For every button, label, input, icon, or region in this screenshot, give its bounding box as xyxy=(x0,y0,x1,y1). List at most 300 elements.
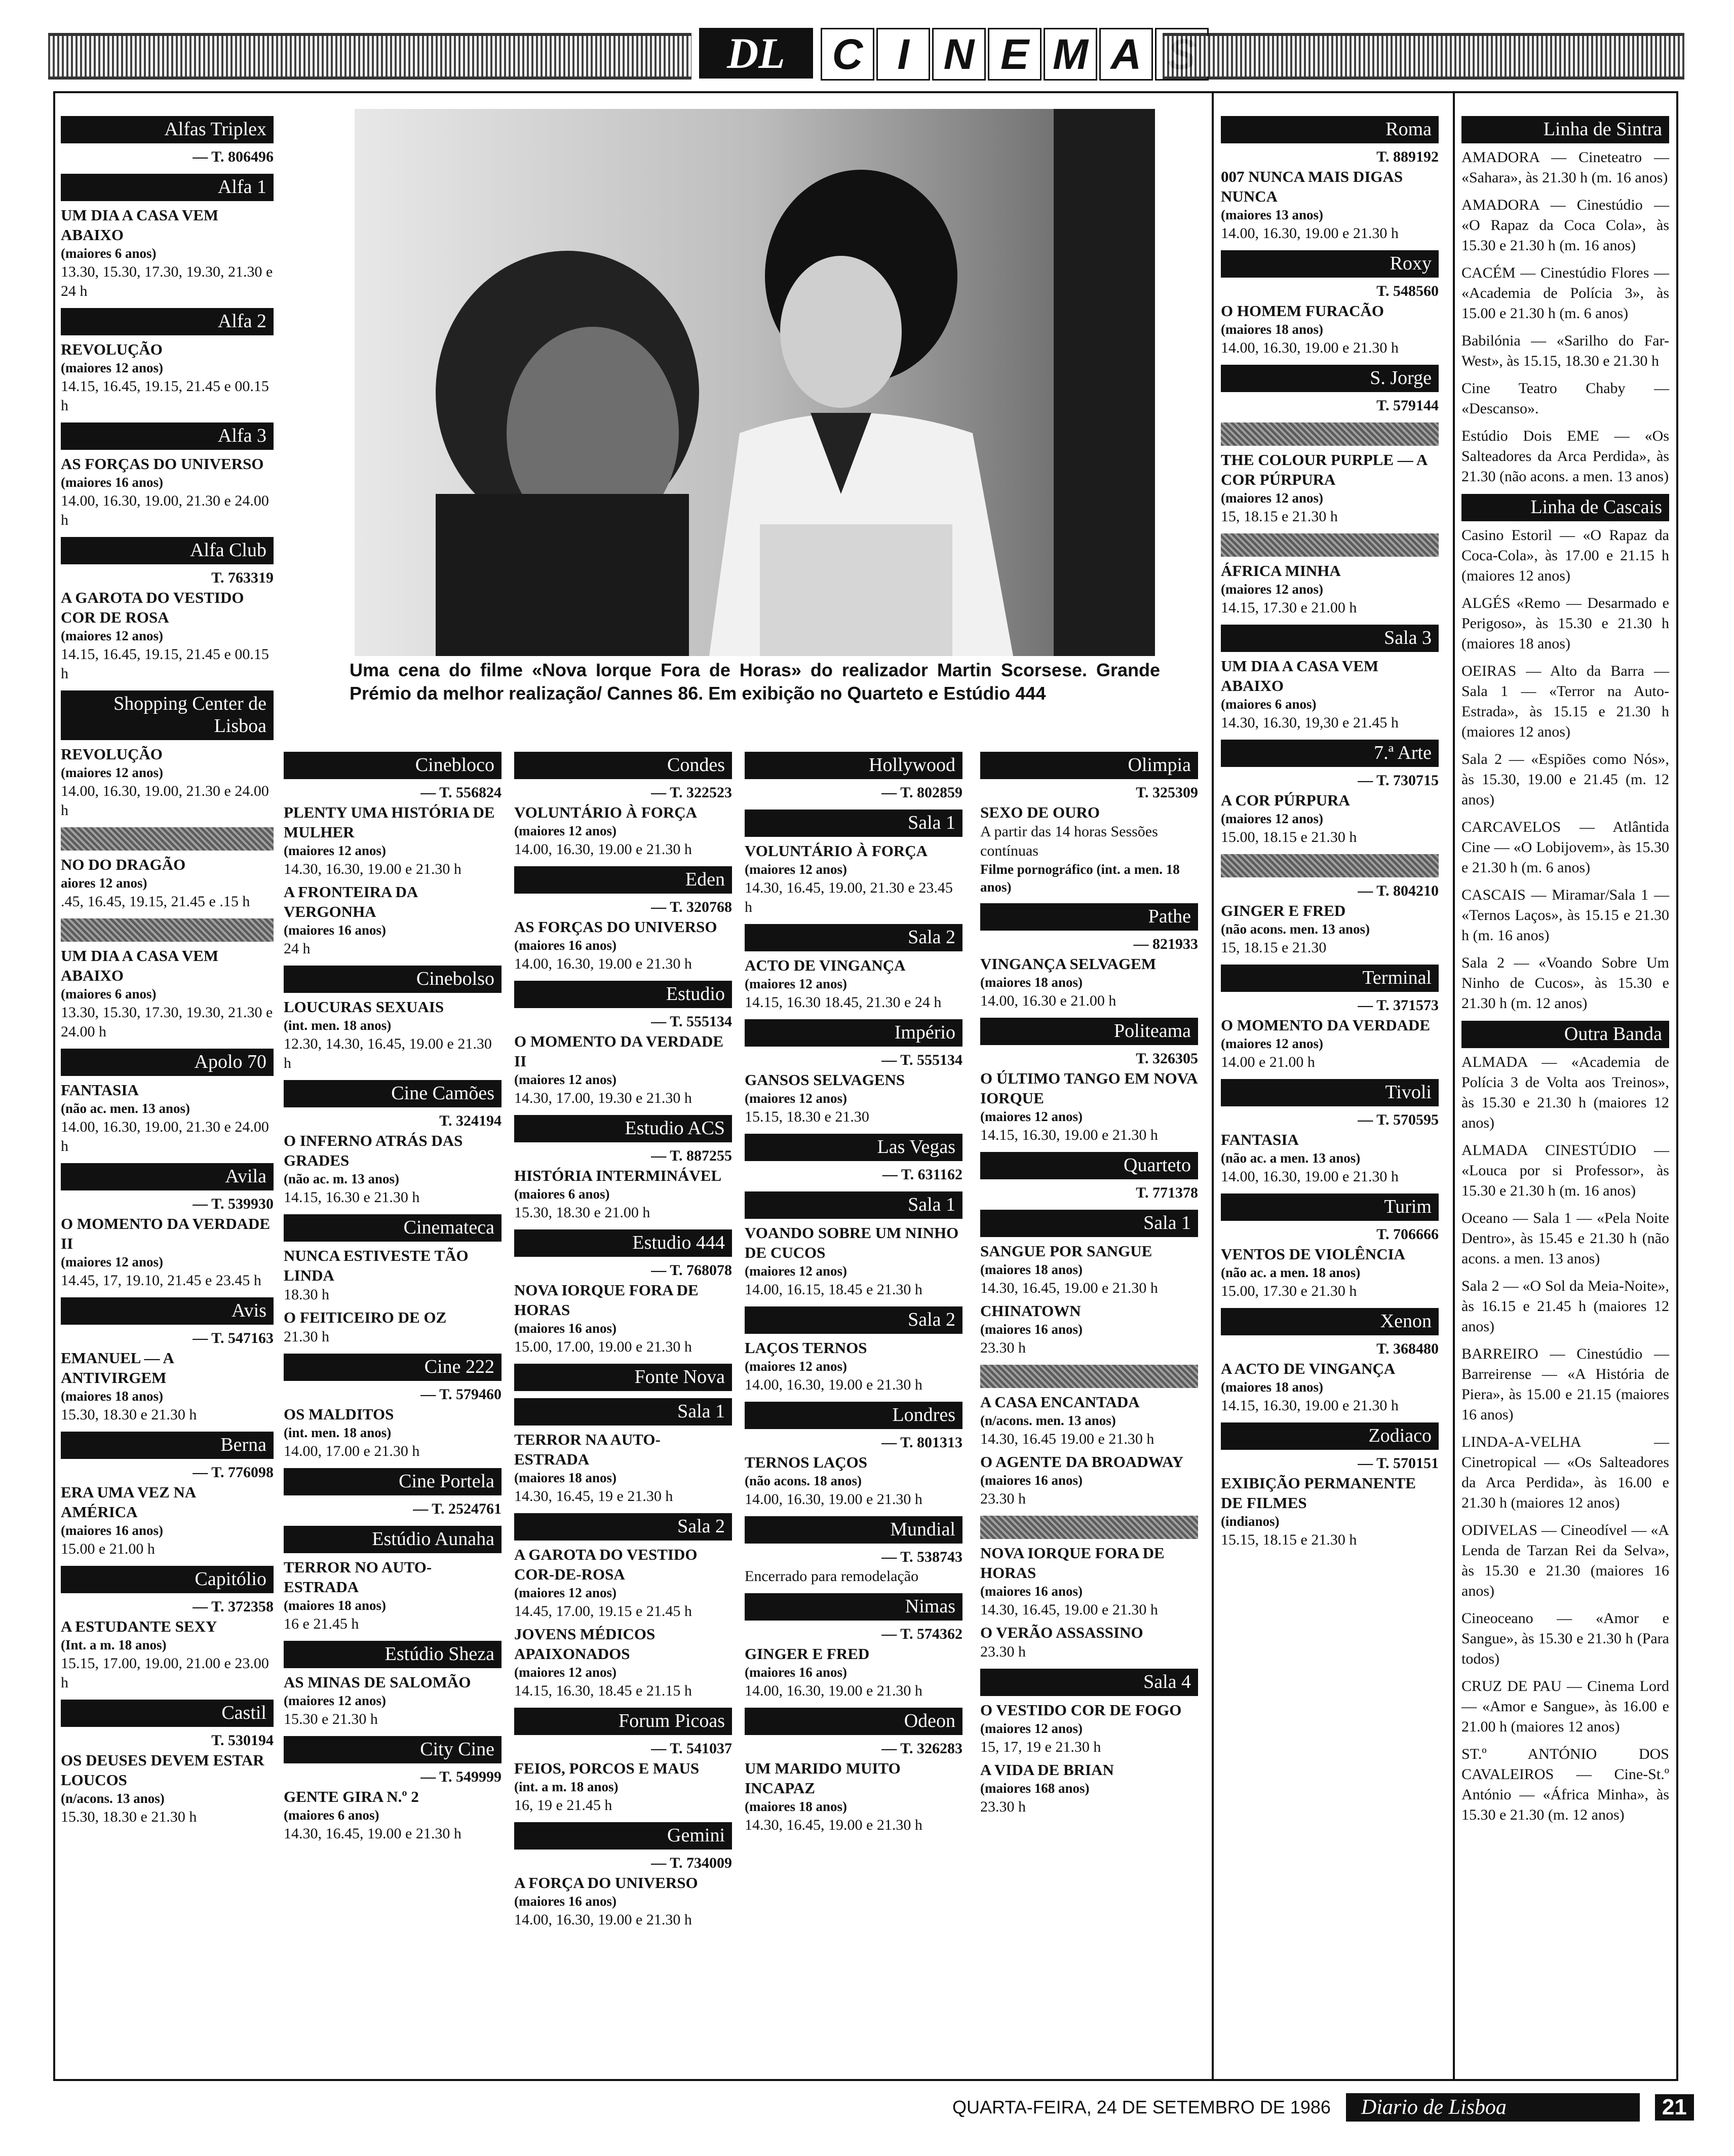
age-rating: (não ac. a men. 13 anos) xyxy=(1221,1150,1361,1166)
cinema-entry xyxy=(1461,749,1669,810)
film-title: GINGER E FRED xyxy=(1221,902,1346,919)
cinema-name-bar: Sala 2 xyxy=(514,1513,732,1541)
cinema-entry xyxy=(745,1134,962,1184)
age-rating: (não acons. 18 anos) xyxy=(745,1473,862,1488)
age-rating: (indianos) xyxy=(1221,1514,1280,1529)
age-rating: (maiores 18 anos) xyxy=(1221,1379,1323,1395)
listing-text: Babilónia — «Sarilho do Far-West», às 15.15, 18.30 e 21.30 h xyxy=(1461,332,1669,369)
cinema-entry xyxy=(1461,1608,1669,1669)
listing-text: ALGÉS «Remo — Desarmado e Perigoso», às 15.30 e 21.30 h (maiores 18 anos) xyxy=(1461,595,1669,652)
column-divider xyxy=(1212,91,1214,2079)
showtimes: 15.00 e 21.00 h xyxy=(61,1541,155,1557)
film-title: FANTASIA xyxy=(1221,1131,1299,1148)
film-title: SEXO DE OURO xyxy=(980,803,1100,821)
film-title: VENTOS DE VIOLÊNCIA xyxy=(1221,1245,1406,1263)
cinema-entry xyxy=(284,752,502,879)
cinema-name-bar: Eden xyxy=(514,866,732,894)
listing-text: Cineoceano — «Amor e Sangue», às 15.30 e 21.30 h (Para todos) xyxy=(1461,1610,1669,1667)
showtimes: 23.30 h xyxy=(980,1798,1026,1815)
film-title: NO DO DRAGÃO xyxy=(61,856,186,873)
cinema-entry xyxy=(980,1516,1198,1620)
cinema-entry xyxy=(284,1526,502,1634)
cinema-name-bar: Cinebloco xyxy=(284,752,502,779)
age-rating: (maiores 168 anos) xyxy=(980,1781,1090,1796)
showtimes: 14.00, 16.30, 19.00 e 21.30 h xyxy=(745,1682,922,1699)
listing-text: Casino Estoril — «O Rapaz da Coca-Cola», às 17.00 e 21.15 h (maiores 12 anos) xyxy=(1461,527,1669,584)
phone-number: — T. 538743 xyxy=(881,1549,962,1565)
listing-text: ALMADA — «Academia de Polícia 3 de Volta aos Treinos», às 15.30 e 21.30 h (maiores 12 anos) xyxy=(1461,1054,1669,1131)
cinema-name-bar: Sala 4 xyxy=(980,1669,1198,1696)
cinema-name-bar: Outra Banda xyxy=(1461,1021,1669,1048)
film-title: ERA UMA VEZ NA AMÉRICA xyxy=(61,1483,196,1521)
age-rating: (maiores 12 anos) xyxy=(61,765,163,780)
film-title: ACTO DE VINGANÇA xyxy=(745,956,906,974)
title-letter: N xyxy=(932,28,986,81)
film-title: TERROR NA AUTO-ESTRADA xyxy=(514,1431,661,1468)
showtimes: 21.30 h xyxy=(284,1328,329,1345)
film-title: A ACTO DE VINGANÇA xyxy=(1221,1360,1396,1377)
phone-number: — T. 730715 xyxy=(1358,772,1439,789)
cinema-name-bar: Sala 3 xyxy=(1221,625,1439,652)
showtimes: 15.30 e 21.30 h xyxy=(284,1711,378,1727)
cinema-entry xyxy=(61,1432,274,1559)
showtimes: 14.00, 16.30, 19.00 e 21.30 h xyxy=(1221,339,1399,356)
age-rating: (não ac. a men. 18 anos) xyxy=(1221,1265,1361,1280)
showtimes: 14.00, 16.30, 19.00 e 21.30 h xyxy=(514,955,692,972)
showtimes: 14.00, 16.30, 19.00, 21.30 e 24.00 h xyxy=(61,783,269,819)
age-rating: (maiores 16 anos) xyxy=(284,922,386,938)
listing-text: Cine Teatro Chaby — «Descanso». xyxy=(1461,380,1669,417)
listing-text: CRUZ DE PAU — Cinema Lord — «Amor e Sangue», às 16.00 e 21.00 h (maiores 12 anos) xyxy=(1461,1678,1669,1735)
phone-number: T. 368480 xyxy=(1376,1340,1439,1357)
cinema-entry xyxy=(61,1566,274,1692)
showtimes: 14.00, 16.15, 18.45 e 21.30 h xyxy=(745,1281,922,1298)
showtimes: 15.00, 18.15 e 21.30 h xyxy=(1221,829,1357,845)
cinema-entry xyxy=(745,924,962,1012)
phone-number: — T. 547163 xyxy=(192,1330,274,1346)
age-rating: (maiores 13 anos) xyxy=(1221,207,1323,222)
showtimes: 14.00, 16.30, 19.00 e 21.30 h xyxy=(1221,225,1399,242)
film-title: O HOMEM FURACÃO xyxy=(1221,302,1384,320)
age-rating: (não acons. men. 13 anos) xyxy=(1221,921,1370,937)
listing-text: Estúdio Dois EME — «Os Salteadores da Arca Perdida», às 21.30 (não acons. a men. 13 anos) xyxy=(1461,428,1669,485)
page-number: 21 xyxy=(1655,2094,1694,2121)
age-rating: (maiores 12 anos) xyxy=(1221,811,1323,826)
cinema-name-bar: Londres xyxy=(745,1402,962,1429)
cinema-name-bar: Cinebolso xyxy=(284,966,502,993)
phone-number: — T. 372358 xyxy=(192,1598,274,1615)
film-title: A FRONTEIRA DA VERGONHA xyxy=(284,883,417,920)
film-title: GANSOS SELVAGENS xyxy=(745,1071,905,1089)
cinema-name-bar: Fonte Nova xyxy=(514,1364,732,1391)
title-letter: E xyxy=(988,28,1042,81)
cinema-entry xyxy=(284,1468,502,1519)
showtimes: 14.15, 17.30 e 21.00 h xyxy=(1221,599,1357,616)
column-4 xyxy=(745,745,962,1838)
film-title: A GAROTA DO VESTIDO COR DE ROSA xyxy=(61,589,244,626)
cinema-entry xyxy=(61,1163,274,1290)
cinema-entry xyxy=(61,1049,274,1156)
age-rating: (maiores 12 anos) xyxy=(1221,490,1323,506)
cinema-name-bar: Gemini xyxy=(514,1822,732,1850)
title-letter: I xyxy=(876,28,930,81)
cinema-name-bar: Alfa 3 xyxy=(61,422,274,450)
age-rating: (maiores 12 anos) xyxy=(1221,1036,1323,1051)
film-title: VOLUNTÁRIO À FORÇA xyxy=(514,803,698,821)
cinema-entry xyxy=(61,308,274,415)
film-title: LOUCURAS SEXUAIS xyxy=(284,998,444,1016)
showtimes: 15, 17, 19 e 21.30 h xyxy=(980,1739,1101,1755)
cinema-entry xyxy=(980,752,1198,896)
showtimes: 15.30, 18.30 e 21.00 h xyxy=(514,1204,650,1221)
film-title: AS MINAS DE SALOMÃO xyxy=(284,1673,471,1691)
cinema-name-bar: Sala 2 xyxy=(745,924,962,951)
cinema-entry xyxy=(1461,885,1669,946)
cinema-name-bar: Roxy xyxy=(1221,250,1439,278)
phone-number: — T. 539930 xyxy=(192,1196,274,1212)
cinema-entry xyxy=(1221,1194,1439,1301)
cinema-entry xyxy=(1461,1344,1669,1425)
film-title: O AGENTE DA BROADWAY xyxy=(980,1453,1184,1471)
dl-logo: DL xyxy=(699,28,813,79)
cinema-entry xyxy=(1461,331,1669,371)
age-rating: (maiores 6 anos) xyxy=(1221,697,1317,712)
cinema-entry xyxy=(284,1641,502,1729)
cinema-entry xyxy=(1221,533,1439,618)
film-title: O MOMENTO DA VERDADE II xyxy=(61,1215,271,1252)
cinema-name-bar: Politeama xyxy=(980,1018,1198,1045)
film-title: A CASA ENCANTADA xyxy=(980,1393,1140,1411)
cinema-entry xyxy=(1461,116,1669,143)
listing-text: CACÉM — Cinestúdio Flores — «Academia de Polícia 3», às 15.00 e 21.30 h (m. 6 anos) xyxy=(1461,264,1669,322)
cinema-entry xyxy=(980,1152,1198,1203)
showtimes: 14.30, 17.00, 19.30 e 21.30 h xyxy=(514,1090,692,1106)
showtimes: 14.45, 17, 19.10, 21.45 e 23.45 h xyxy=(61,1272,261,1289)
cinema-entry xyxy=(745,1402,962,1509)
title-letter: C xyxy=(821,28,874,81)
film-title: NOVA IORQUE FORA DE HORAS xyxy=(980,1544,1165,1582)
cinema-entry xyxy=(745,1708,962,1835)
showtimes: 23.30 h xyxy=(980,1339,1026,1356)
listing-text: Oceano — Sala 1 — «Pela Noite Dentro», às 15.45 e 21.30 h (não acons. a men. 13 anos) xyxy=(1461,1210,1669,1267)
cinema-name-bar: Estudio xyxy=(514,981,732,1008)
phone-number: T. 530194 xyxy=(211,1732,274,1749)
cinema-name-bar: Las Vegas xyxy=(745,1134,962,1161)
film-title: FEIOS, PORCOS E MAUS xyxy=(514,1759,700,1777)
age-rating: (int. men. 18 anos) xyxy=(284,1425,392,1440)
cinema-entry xyxy=(61,690,274,820)
showtimes: 14.00, 16.30, 19.00 e 21.30 h xyxy=(514,1911,692,1928)
showtimes: 16 e 21.45 h xyxy=(284,1615,359,1632)
phone-number: — T. 801313 xyxy=(881,1434,962,1451)
showtimes: 23.30 h xyxy=(980,1490,1026,1507)
showtimes: 14.15, 16.30 e 21.30 h xyxy=(284,1189,420,1206)
cinema-entry xyxy=(284,1354,502,1461)
session-info: A partir das 14 horas Sessões contínuas xyxy=(980,823,1158,859)
listing-text: ALMADA CINESTÚDIO — «Louca por si Professor», às 15.30 e 21.30 h (m. 16 anos) xyxy=(1461,1142,1669,1199)
showtimes: 14.45, 17.00, 19.15 e 21.45 h xyxy=(514,1603,692,1620)
showtimes: 14.30, 16.30, 19.00 e 21.30 h xyxy=(284,861,461,877)
showtimes: 14.15, 16.30, 19.00 e 21.30 h xyxy=(1221,1397,1399,1414)
age-rating: (maiores 18 anos) xyxy=(980,975,1083,990)
cinema-entry xyxy=(1221,1308,1439,1415)
showtimes: 13.30, 15.30, 17.30, 19.30, 21.30 e 24.00 h xyxy=(61,1004,273,1040)
cinema-name-bar: Turim xyxy=(1221,1194,1439,1221)
film-title: REVOLUÇÃO xyxy=(61,745,163,763)
cinema-entry xyxy=(514,981,732,1108)
film-title: A FORÇA DO UNIVERSO xyxy=(514,1874,698,1892)
phone-number: — T. 320768 xyxy=(651,899,732,915)
cinema-name-bar: Alfa 1 xyxy=(61,174,274,201)
cinema-entry xyxy=(745,1516,962,1586)
cinema-entry xyxy=(1461,1744,1669,1825)
faded-cinema-bar xyxy=(980,1365,1198,1388)
film-title: O VERÃO ASSASSINO xyxy=(980,1624,1143,1641)
age-rating: (maiores 16 anos) xyxy=(980,1473,1083,1488)
age-rating: (maiores 12 anos) xyxy=(980,1109,1083,1124)
showtimes: 14.30, 16.45, 19.00 e 21.30 h xyxy=(745,1817,922,1833)
cinema-entry xyxy=(1461,1276,1669,1337)
column-5 xyxy=(980,745,1198,1820)
cinema-entry xyxy=(745,1191,962,1299)
phone-number: T. 763319 xyxy=(211,569,274,586)
cinema-name-bar: Estúdio Aunaha xyxy=(284,1526,502,1553)
age-rating: (maiores 18 anos) xyxy=(514,1470,616,1485)
newspaper-masthead: Diario de Lisboa xyxy=(1346,2093,1640,2122)
cinema-entry xyxy=(284,966,502,1073)
film-title: NUNCA ESTIVESTE TÃO LINDA xyxy=(284,1247,469,1284)
phone-number: — T. 631162 xyxy=(882,1166,962,1183)
cinema-name-bar: Cine Camões xyxy=(284,1080,502,1107)
film-title: TERNOS LAÇOS xyxy=(745,1453,868,1471)
age-rating: (maiores 6 anos) xyxy=(514,1186,610,1202)
age-rating: (maiores 18 anos) xyxy=(980,1262,1083,1277)
listing-text: Sala 2 — «Voando Sobre Um Ninho de Cucos», às 15.30 e 21.30 h (m. 12 anos) xyxy=(1461,954,1669,1012)
cinema-entry xyxy=(1461,1520,1669,1601)
column-2 xyxy=(284,745,502,1846)
film-title: OS DEUSES DEVEM ESTAR LOUCOS xyxy=(61,1751,264,1789)
cinema-entry xyxy=(980,903,1198,1011)
age-rating: (não ac. men. 13 anos) xyxy=(61,1101,190,1116)
cinema-name-bar: Cine 222 xyxy=(284,1354,502,1381)
cinema-entry xyxy=(1221,965,1439,1072)
cinema-name-bar: Pathe xyxy=(980,903,1198,931)
age-rating: (maiores 12 anos) xyxy=(745,1091,847,1106)
cinema-name-bar: Castil xyxy=(61,1700,274,1727)
age-rating: (maiores 18 anos) xyxy=(1221,322,1323,337)
cinema-entry xyxy=(1221,625,1439,733)
showtimes: 15.15, 18.30 e 21.30 xyxy=(745,1108,869,1125)
age-rating: (maiores 12 anos) xyxy=(745,862,847,877)
film-title: O MOMENTO DA VERDADE xyxy=(1221,1016,1431,1034)
showtimes: .45, 16.45, 19.15, 21.45 e .15 h xyxy=(61,893,250,910)
film-title: AS FORÇAS DO UNIVERSO xyxy=(61,455,264,473)
listing-text: Sala 2 — «O Sol da Meia-Noite», às 16.15 e 21.45 h (maiores 12 anos) xyxy=(1461,1278,1669,1335)
age-rating: (maiores 12 anos) xyxy=(61,1254,163,1269)
column-3 xyxy=(514,745,732,1933)
cinema-entry xyxy=(745,1019,962,1127)
cinema-entry xyxy=(1461,1208,1669,1269)
age-rating: (maiores 12 anos) xyxy=(745,1263,847,1279)
phone-number: — T. 579460 xyxy=(420,1386,502,1403)
cinema-entry xyxy=(980,1365,1198,1449)
phone-number: — T. 806496 xyxy=(192,148,274,165)
age-rating: aiores 12 anos) xyxy=(61,875,147,891)
showtimes: 14.30, 16.45 19.00 e 21.30 h xyxy=(980,1431,1154,1447)
film-title: OS MALDITOS xyxy=(284,1405,394,1423)
cinema-entry xyxy=(61,1297,274,1424)
photo-illustration xyxy=(355,109,1155,656)
cinema-entry xyxy=(1461,525,1669,586)
cinema-name-bar: Terminal xyxy=(1221,965,1439,992)
showtimes: 14.00, 16.30 e 21.00 h xyxy=(980,992,1116,1009)
age-rating: (int. a m. 18 anos) xyxy=(514,1779,619,1794)
phone-number: — T. 734009 xyxy=(651,1855,732,1871)
showtimes: 14.30, 16.45, 19.00 e 21.30 h xyxy=(980,1280,1158,1296)
cinema-entry xyxy=(1221,365,1439,415)
film-title: GINGER E FRED xyxy=(745,1645,870,1663)
cinema-name-bar: Estudio ACS xyxy=(514,1115,732,1142)
cinema-entry xyxy=(61,174,274,301)
showtimes: 14.00, 16.30, 19.00, 21.30 e 24.00 h xyxy=(61,1119,269,1154)
film-title: LAÇOS TERNOS xyxy=(745,1339,867,1357)
film-title: VOLUNTÁRIO À FORÇA xyxy=(745,842,928,860)
cinema-entry xyxy=(1461,1676,1669,1737)
showtimes: 18.30 h xyxy=(284,1286,329,1303)
header-pattern-left xyxy=(48,33,691,80)
showtimes: 14.00, 16.30, 19.00 e 21.30 h xyxy=(514,841,692,858)
showtimes: 14.00, 16.30, 19.00 e 21.30 h xyxy=(1221,1168,1399,1185)
section-header xyxy=(48,28,1684,79)
film-title: O FEITICEIRO DE OZ xyxy=(284,1308,447,1326)
film-title: VOANDO SOBRE UM NINHO DE CUCOS xyxy=(745,1224,959,1261)
showtimes: 14.30, 16.45, 19.00 e 21.30 h xyxy=(284,1825,461,1842)
age-rating: (maiores 12 anos) xyxy=(284,1693,386,1708)
faded-cinema-bar xyxy=(980,1516,1198,1539)
cinema-name-bar: Estudio 444 xyxy=(514,1229,732,1257)
page-footer xyxy=(952,2092,1694,2123)
cinema-name-bar: City Cine xyxy=(284,1736,502,1763)
cinema-entry xyxy=(1461,494,1669,521)
cinema-name-bar: 7.ª Arte xyxy=(1221,740,1439,767)
cinema-entry xyxy=(1221,854,1439,957)
cinema-entry xyxy=(61,116,274,167)
cinema-entry xyxy=(1461,1052,1669,1133)
cinema-entry xyxy=(514,1229,732,1357)
phone-number: — T. 804210 xyxy=(1358,882,1439,899)
cinema-entry xyxy=(1221,116,1439,243)
listing-text: CARCAVELOS — Atlântida Cine — «O Lobijovem», às 15.30 e 21.30 h (m. 6 anos) xyxy=(1461,819,1669,876)
showtimes: 14.30, 16.30, 19,30 e 21.45 h xyxy=(1221,714,1399,731)
film-title: O MOMENTO DA VERDADE II xyxy=(514,1032,724,1070)
age-rating: (maiores 18 anos) xyxy=(284,1598,386,1613)
showtimes: 15, 18.15 e 21.30 xyxy=(1221,939,1327,956)
cinema-entry xyxy=(61,918,274,1042)
cinema-name-bar: Xenon xyxy=(1221,1308,1439,1335)
age-rating: (maiores 12 anos) xyxy=(745,976,847,991)
showtimes: 16, 19 e 21.45 h xyxy=(514,1797,612,1814)
phone-number: T. 771378 xyxy=(1136,1184,1198,1201)
faded-cinema-bar xyxy=(1221,854,1439,877)
age-rating: (maiores 12 anos) xyxy=(284,843,386,858)
cinema-name-bar: Mundial xyxy=(745,1516,962,1544)
cinema-entry xyxy=(1461,426,1669,487)
cinema-entry xyxy=(1221,1079,1439,1186)
section-title-cinemas xyxy=(821,28,1211,79)
cinema-entry xyxy=(745,810,962,917)
header-pattern-right xyxy=(1163,33,1684,80)
cinema-name-bar: Alfa Club xyxy=(61,537,274,564)
age-rating: (maiores 6 anos) xyxy=(61,986,157,1002)
cinema-name-bar: Forum Picoas xyxy=(514,1708,732,1735)
film-title: JOVENS MÉDICOS APAIXONADOS xyxy=(514,1625,656,1663)
cinema-entry xyxy=(1461,817,1669,878)
age-rating: (não ac. m. 13 anos) xyxy=(284,1171,399,1186)
cinema-name-bar: Nimas xyxy=(745,1593,962,1621)
listing-text: AMADORA — Cineteatro — «Sahara», às 21.30 h (m. 16 anos) xyxy=(1461,149,1669,186)
cinema-entry xyxy=(980,1301,1198,1358)
age-rating: (maiores 16 anos) xyxy=(980,1584,1083,1599)
film-title: PLENTY UMA HISTÓRIA DE MULHER xyxy=(284,803,495,841)
showtimes: 14.15, 16.45, 19.15, 21.45 e 00.15 h xyxy=(61,378,269,414)
cinema-name-bar: Avis xyxy=(61,1297,274,1325)
age-rating: (int. men. 18 anos) xyxy=(284,1018,392,1033)
cinema-name-bar: Capitólio xyxy=(61,1566,274,1593)
notice-text: Encerrado para remodelação xyxy=(745,1568,919,1585)
showtimes: 24 h xyxy=(284,940,311,957)
cinema-name-bar: S. Jorge xyxy=(1221,365,1439,392)
age-rating: (maiores 16 anos) xyxy=(514,1894,616,1909)
phone-number: — T. 549999 xyxy=(420,1768,502,1785)
cinema-name-bar: Olimpia xyxy=(980,752,1198,779)
showtimes: 15, 18.15 e 21.30 h xyxy=(1221,508,1338,525)
cinema-entry xyxy=(1221,1422,1439,1550)
cinema-entry xyxy=(1461,1140,1669,1201)
cinema-name-bar: Quarteto xyxy=(980,1152,1198,1179)
cinema-entry xyxy=(514,1708,732,1815)
film-title: GENTE GIRA N.º 2 xyxy=(284,1788,419,1805)
phone-number: — T. 570595 xyxy=(1358,1111,1439,1128)
photo-caption: Uma cena do filme «Nova Iorque Fora de Horas» do realizador Martin Scorsese. Grande Prémio da melhor realização/ Cannes 86. Em exibição no Quarteto e Estúdio 444 xyxy=(350,660,1160,704)
cinema-name-bar: Império xyxy=(745,1019,962,1047)
cinema-entry xyxy=(1461,953,1669,1014)
phone-number: — T. 555134 xyxy=(651,1013,732,1030)
column-divider xyxy=(1453,91,1455,2079)
cinema-entry xyxy=(1461,1432,1669,1513)
film-title: UM DIA A CASA VEM ABAIXO xyxy=(61,206,219,244)
cinema-entry xyxy=(745,752,962,802)
phone-number: — T. 887255 xyxy=(651,1147,732,1164)
listing-text: CASCAIS — Miramar/Sala 1 — «Ternos Laços», às 15.15 e 21.30 h (m. 16 anos) xyxy=(1461,887,1669,944)
listing-text: ODIVELAS — Cineodível — «A Lenda de Tarzan Rei da Selva», às 15.30 e 21.30 (maiores 16 anos) xyxy=(1461,1522,1669,1599)
phone-number: — T. 322523 xyxy=(651,784,732,801)
showtimes: 15.00, 17.30 e 21.30 h xyxy=(1221,1283,1357,1299)
cinema-entry xyxy=(61,422,274,530)
phone-number: T. 548560 xyxy=(1376,283,1439,299)
cinema-name-bar: Linha de Cascais xyxy=(1461,494,1669,521)
phone-number: — T. 776098 xyxy=(192,1464,274,1481)
cinema-name-bar: Avila xyxy=(61,1163,274,1190)
cinema-entry xyxy=(1221,422,1439,526)
film-title: ÁFRICA MINHA xyxy=(1221,562,1341,580)
showtimes: 14.00, 16.30, 19.00 e 21.30 h xyxy=(745,1376,922,1393)
showtimes: 13.30, 15.30, 17.30, 19.30, 21.30 e 24 h xyxy=(61,263,273,299)
cinema-name-bar: Sala 2 xyxy=(745,1306,962,1334)
cinema-entry xyxy=(284,1080,502,1207)
age-rating: (maiores 12 anos) xyxy=(514,1072,616,1087)
age-rating: (maiores 16 anos) xyxy=(514,1321,616,1336)
age-rating: (maiores 6 anos) xyxy=(284,1807,379,1823)
